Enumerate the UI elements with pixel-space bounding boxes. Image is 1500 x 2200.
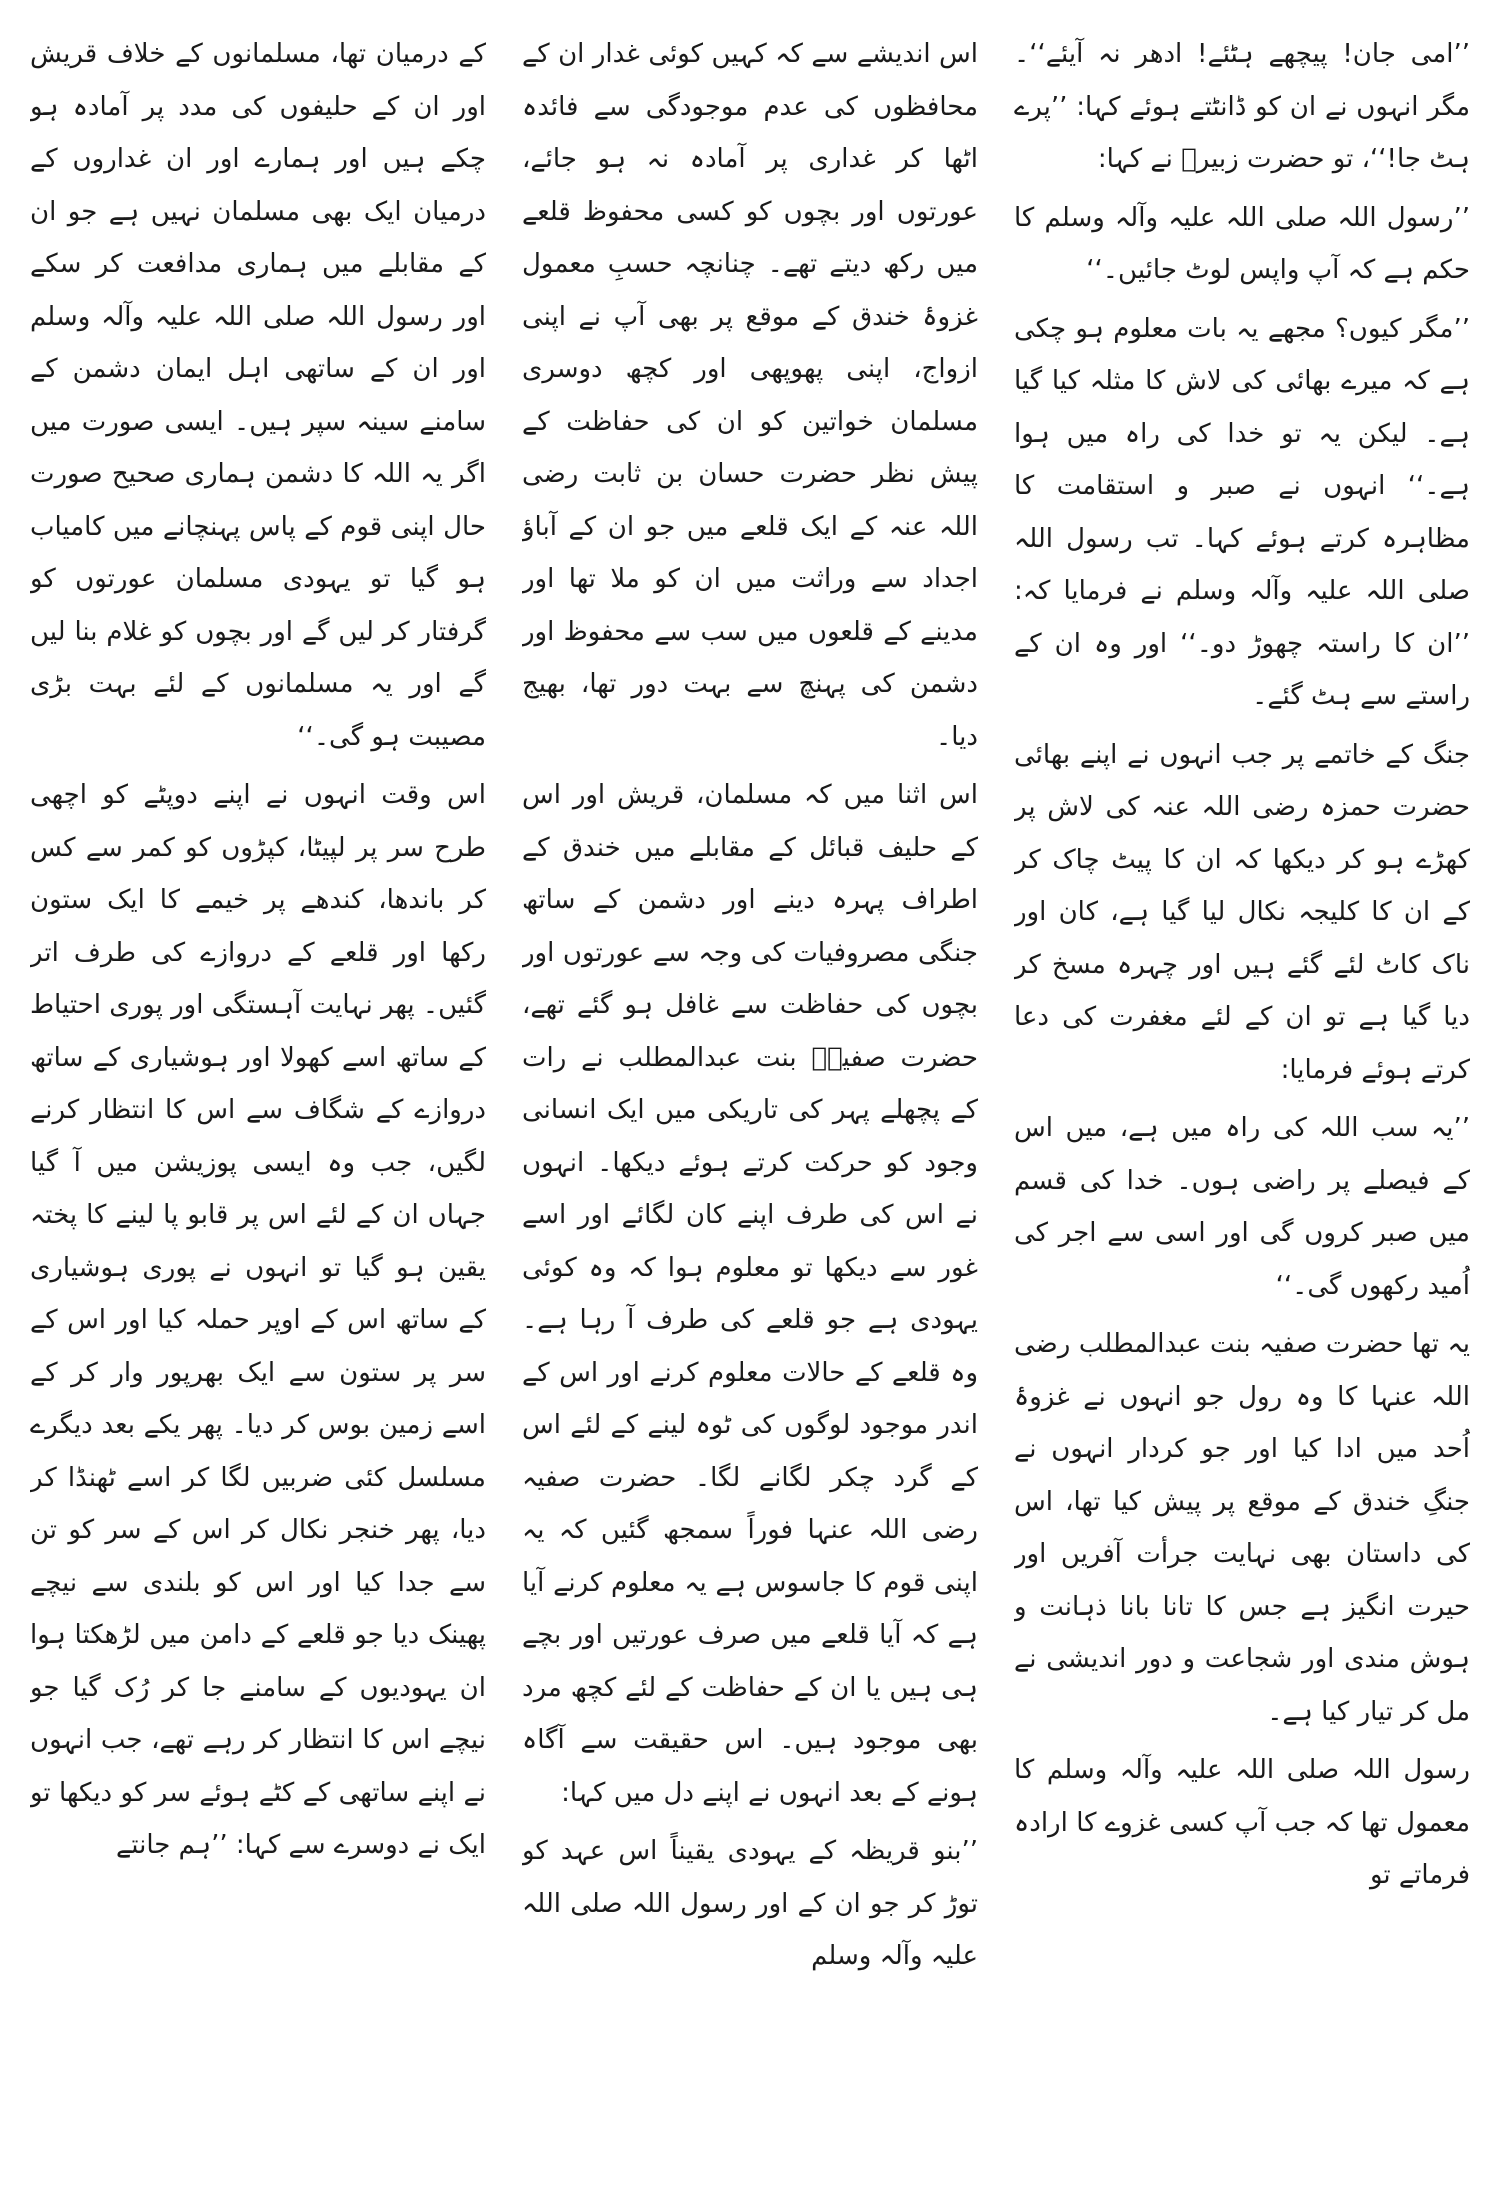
paragraph: ’’امی جان! پیچھے ہٹئے! ادھر نہ آیئے‘‘۔ مگر انہوں نے ان کو ڈانٹتے ہوئے کہا: ’’پرے ہٹ جا!‘‘، تو حضرت زبیرؓ نے کہا: [1014,39,1470,174]
paragraph: یہ تھا حضرت صفیہ بنت عبدالمطلب رضی اللہ عنہا کا وہ رول جو انہوں نے غزوۂ اُحد میں ادا کیا اور جو کردار انہوں نے جنگِ خندق کے موقع پر پیش کیا تھا، اس کی داستان بھی نہایت جرأت آفریں اور حیرت انگیز ہے جس کا تانا بانا ذہانت و ہوش مندی اور شجاعت و دور اندیشی نے مل کر تیار کیا ہے۔ [1014,1329,1470,1727]
paragraph: کے درمیان تھا، مسلمانوں کے خلاف قریش اور ان کے حلیفوں کی مدد پر آمادہ ہو چکے ہیں اور ہمارے اور ان غداروں کے درمیان ایک بھی مسلمان نہیں ہے جو ان کے مقابلے میں ہماری مدافعت کر سکے اور رسول اللہ صلی اللہ علیہ وآلہ وسلم اور ان کے ساتھی اہل ایمان دشمن کے سامنے سینہ سپر ہیں۔ ایسی صورت میں اگر یہ اللہ کا دشمن ہماری صحیح صورت حال اپنی قوم کے پاس پہنچانے میں کامیاب ہو گیا تو یہودی مسلمان عورتوں کو گرفتار کر لیں گے اور بچوں کو غلام بنا لیں گے اور یہ مسلمانوں کے لئے بہت بڑی مصیبت ہو گی۔‘‘ [30,39,486,752]
paragraph: جنگ کے خاتمے پر جب انہوں نے اپنے بھائی حضرت حمزہ رضی اللہ عنہ کی لاش پر کھڑے ہو کر دیکھا کہ ان کا پیٹ چاک کر کے ان کا کلیجہ نکال لیا گیا ہے، کان اور ناک کاٹ لئے گئے ہیں اور چہرہ مسخ کر دیا گیا ہے تو ان کے لئے مغفرت کی دعا کرتے ہوئے فرمایا: [1014,739,1470,1085]
quote-paragraph: ’’یہ سب اللہ کی راہ میں ہے، میں اس کے فیصلے پر راضی ہوں۔ خدا کی قسم میں صبر کروں گی اور اسی سے اجر کی اُمید رکھوں گی۔‘‘ [1014,1113,1470,1301]
quote-paragraph: ’’رسول اللہ صلی اللہ علیہ وآلہ وسلم کا حکم ہے کہ آپ واپس لوٹ جائیں۔‘‘ [1014,202,1470,285]
paragraph: اس اندیشے سے کہ کہیں کوئی غدار ان کے محافظوں کی عدم موجودگی سے فائدہ اٹھا کر غداری پر آمادہ نہ ہو جائے، عورتوں اور بچوں کو کسی محفوظ قلعے میں رکھ دیتے تھے۔ چنانچہ حسبِ معمول غزوۂ خندق کے موقع پر بھی آپ نے اپنی ازواج، اپنی پھوپھی اور کچھ دوسری مسلمان خواتین کو ان کی حفاظت کے پیش نظر حضرت حسان بن ثابت رضی اللہ عنہ کے ایک قلعے میں جو ان کے آباؤ اجداد سے وراثت میں ان کو ملا تھا اور مدینے کے قلعوں میں سب سے محفوظ اور دشمن کی پہنچ سے بہت دور تھا، بھیج دیا۔ [522,39,978,752]
text-column-left [30,28,486,2178]
text-column-middle [522,28,978,2178]
quote-paragraph: ’’بنو قریظہ کے یہودی یقیناً اس عہد کو توڑ کر جو ان کے اور رسول اللہ صلی اللہ علیہ وآلہ وسلم [522,1836,978,1971]
text-column-right [1014,28,1470,2178]
paragraph: اس وقت انہوں نے اپنے دوپٹے کو اچھی طرح سر پر لپیٹا، کپڑوں کو کمر سے کس کر باندھا، کندھے پر خیمے کا ایک ستون رکھا اور قلعے کے دروازے کی طرف اتر گئیں۔ پھر نہایت آہستگی اور پوری احتیاط کے ساتھ اسے کھولا اور ہوشیاری کے ساتھ دروازے کے شگاف سے اس کا انتظار کرنے لگیں، جب وہ ایسی پوزیشن میں آ گیا جہاں ان کے لئے اس پر قابو پا لینے کا پختہ یقین ہو گیا تو انہوں نے پوری ہوشیاری کے ساتھ اس کے اوپر حملہ کیا اور اس کے سر پر ستون سے ایک بھرپور وار کر کے اسے زمین بوس کر دیا۔ پھر یکے بعد دیگرے مسلسل کئی ضربیں لگا کر اسے ٹھنڈا کر دیا، پھر خنجر نکال کر اس کے سر کو تن سے جدا کیا اور اس کو بلندی سے نیچے پھینک دیا جو قلعے کے دامن میں لڑھکتا ہوا ان یہودیوں کے سامنے جا کر رُک گیا جو نیچے اس کا انتظار کر رہے تھے، جب انہوں نے اپنے ساتھی کے کٹے ہوئے سر کو دیکھا تو ایک نے دوسرے سے کہا: ’’ہم جانتے [30,780,486,1860]
quote-paragraph: ’’مگر کیوں؟ مجھے یہ بات معلوم ہو چکی ہے کہ میرے بھائی کی لاش کا مثلہ کیا گیا ہے۔ لیکن یہ تو خدا کی راہ میں ہوا ہے۔‘‘ انہوں نے صبر و استقامت کا مظاہرہ کرتے ہوئے کہا۔ تب رسول اللہ صلی اللہ علیہ وآلہ وسلم نے فرمایا کہ: ’’ان کا راستہ چھوڑ دو۔‘‘ اور وہ ان کے راستے سے ہٹ گئے۔ [1014,313,1470,711]
paragraph: رسول اللہ صلی اللہ علیہ وآلہ وسلم کا معمول تھا کہ جب آپ کسی غزوے کا ارادہ فرماتے تو [1014,1755,1470,1890]
paragraph: اس اثنا میں کہ مسلمان، قریش اور اس کے حلیف قبائل کے مقابلے میں خندق کے اطراف پہرہ دینے اور دشمن کے ساتھ جنگی مصروفیات کی وجہ سے عورتوں اور بچوں کی حفاظت سے غافل ہو گئے تھے، حضرت صفیہؓ بنت عبدالمطلب نے رات کے پچھلے پہر کی تاریکی میں ایک انسانی وجود کو حرکت کرتے ہوئے دیکھا۔ انہوں نے اس کی طرف اپنے کان لگائے اور اسے غور سے دیکھا تو معلوم ہوا کہ وہ کوئی یہودی ہے جو قلعے کی طرف آ رہا ہے۔ وہ قلعے کے حالات معلوم کرنے اور اس کے اندر موجود لوگوں کی ٹوہ لینے کے لئے اس کے گرد چکر لگانے لگا۔ حضرت صفیہ رضی اللہ عنہا فوراً سمجھ گئیں کہ یہ اپنی قوم کا جاسوس ہے یہ معلوم کرنے آیا ہے کہ آیا قلعے میں صرف عورتیں اور بچے ہی ہیں یا ان کے حفاظت کے لئے کچھ مرد بھی موجود ہیں۔ اس حقیقت سے آگاہ ہونے کے بعد انہوں نے اپنے دل میں کہا: [522,780,978,1808]
article-page [30,28,1470,2178]
